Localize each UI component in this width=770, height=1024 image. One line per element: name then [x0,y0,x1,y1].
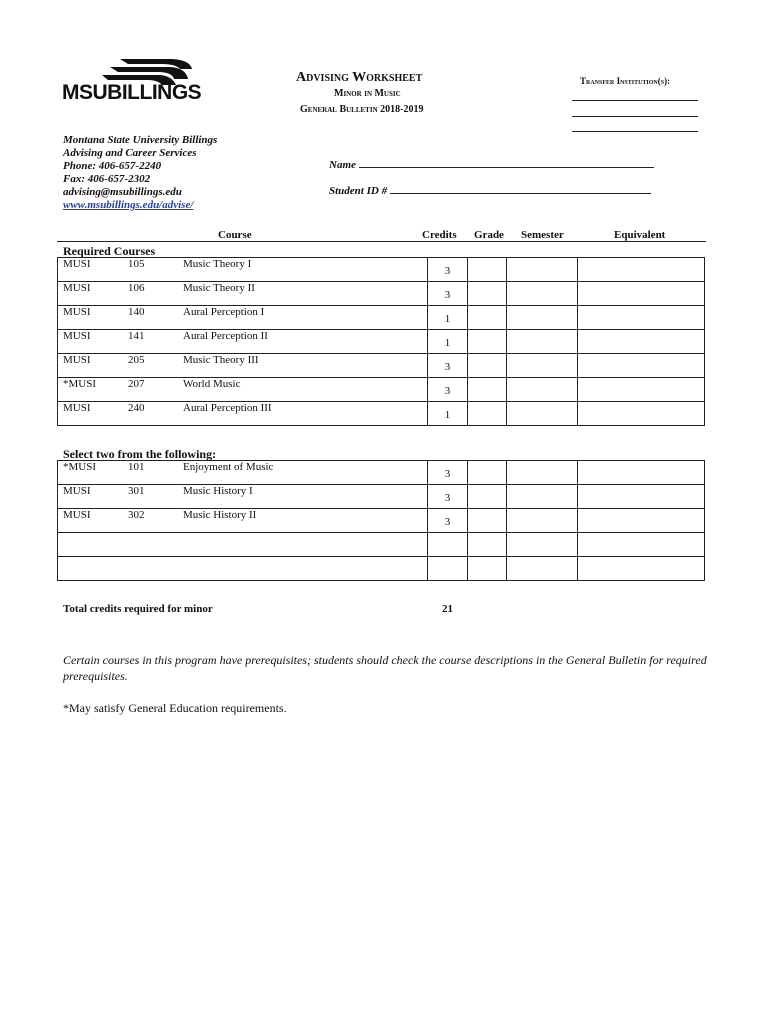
course-dept: MUSI [63,354,91,366]
course-number: 105 [128,258,145,270]
student-id-line[interactable] [390,185,651,194]
name-field[interactable] [329,159,654,171]
email: advising@msubillings.edu [63,186,182,198]
credits-cell: 1 [428,306,468,330]
course-number: 207 [128,378,145,390]
bulletin-year: General Bulletin 2018-2019 [300,104,424,115]
phone: Phone: 406-657-2240 [63,160,162,172]
equivalent-cell[interactable] [578,533,705,557]
grade-cell[interactable] [468,306,507,330]
credits-cell: 3 [428,354,468,378]
credits-cell: 3 [428,258,468,282]
col-credits: Credits [422,229,457,241]
course-cell [58,557,428,581]
course-number: 140 [128,306,145,318]
course-number: 141 [128,330,145,342]
semester-cell[interactable] [507,509,578,533]
col-equivalent: Equivalent [614,229,666,241]
course-dept: MUSI [63,258,91,270]
student-id-label: Student ID # [329,185,388,197]
course-cell [58,282,428,306]
semester-cell[interactable] [507,330,578,354]
table-row [58,354,705,378]
course-dept: MUSI [63,282,91,294]
credits-cell: 3 [428,509,468,533]
semester-cell[interactable] [507,461,578,485]
grade-cell[interactable] [468,330,507,354]
course-cell [58,258,428,282]
semester-cell[interactable] [507,354,578,378]
grade-cell[interactable] [468,557,507,581]
semester-cell[interactable] [507,533,578,557]
col-semester: Semester [521,229,564,241]
logo-wordmark: MSUBILLINGS [62,81,202,104]
required-section-title: Required Courses [63,244,156,258]
equivalent-cell[interactable] [578,282,705,306]
grade-cell[interactable] [468,282,507,306]
advise-link[interactable]: www.msubillings.edu/advise/ [63,199,194,211]
semester-cell[interactable] [507,282,578,306]
name-line[interactable] [359,159,654,168]
course-cell [58,378,428,402]
transfer-institutions-label: Transfer Institution(s): [580,76,671,86]
course-name: Music Theory III [183,354,259,366]
course-name: Aural Perception III [183,402,272,414]
semester-cell[interactable] [507,258,578,282]
table-row [58,258,705,282]
gen-ed-note: *May satisfy General Education requirements. [63,701,287,715]
col-grade: Grade [474,229,504,241]
page-title: Advising Worksheet [296,70,423,85]
equivalent-cell[interactable] [578,557,705,581]
table-row [58,402,705,426]
equivalent-cell[interactable] [578,509,705,533]
credits-cell [428,557,468,581]
semester-cell[interactable] [507,557,578,581]
grade-cell[interactable] [468,378,507,402]
semester-cell[interactable] [507,306,578,330]
course-number: 205 [128,354,145,366]
equivalent-cell[interactable] [578,485,705,509]
dept-name: Advising and Career Services [63,147,197,159]
course-name: Music History II [183,509,257,521]
course-dept: *MUSI [63,378,97,390]
credits-cell: 3 [428,282,468,306]
course-cell [58,402,428,426]
course-dept: MUSI [63,330,91,342]
table-row [58,461,705,485]
equivalent-cell[interactable] [578,378,705,402]
course-number: 101 [128,461,145,473]
elective-section-title: Select two from the following: [63,447,217,461]
course-cell [58,330,428,354]
credits-cell: 3 [428,461,468,485]
course-name: Aural Perception I [183,306,265,318]
table-row [58,306,705,330]
transfer-institution-line-2[interactable] [572,116,698,117]
contact-block [63,134,217,212]
course-dept: *MUSI [63,461,97,473]
course-cell [58,485,428,509]
course-name: Aural Perception II [183,330,268,342]
grade-cell[interactable] [468,354,507,378]
table-row [58,485,705,509]
course-cell [58,461,428,485]
grade-cell[interactable] [468,258,507,282]
course-cell [58,509,428,533]
course-number: 302 [128,509,145,521]
table-row [58,557,705,581]
table-row [58,533,705,557]
course-cell [58,533,428,557]
course-name: Music Theory I [183,258,252,270]
credits-cell: 1 [428,330,468,354]
credits-cell: 3 [428,378,468,402]
name-label: Name [329,159,356,171]
prerequisite-note: Certain courses in this program have prerequisites; students should check the course descriptions in the General Bulletin for required prerequisites. [63,653,707,683]
grade-cell[interactable] [468,509,507,533]
elective-courses-table [57,460,705,581]
course-name: Music History I [183,485,253,497]
credits-cell: 3 [428,485,468,509]
course-number: 301 [128,485,145,497]
equivalent-cell[interactable] [578,258,705,282]
equivalent-cell[interactable] [578,330,705,354]
required-courses-table [57,257,705,426]
grade-cell[interactable] [468,402,507,426]
course-number: 106 [128,282,145,294]
msu-billings-logo [60,55,220,105]
fax: Fax: 406-657-2302 [63,173,151,185]
grade-cell[interactable] [468,485,507,509]
credits-cell: 1 [428,402,468,426]
semester-cell[interactable] [507,402,578,426]
program-subtitle: Minor in Music [334,88,401,99]
grade-cell[interactable] [468,461,507,485]
org-name: Montana State University Billings [63,134,218,146]
equivalent-cell[interactable] [578,402,705,426]
student-id-field[interactable] [329,185,651,197]
equivalent-cell[interactable] [578,461,705,485]
total-credits-value: 21 [442,603,453,615]
table-row [58,282,705,306]
transfer-institution-line-3[interactable] [572,131,698,132]
course-dept: MUSI [63,509,91,521]
table-row [58,378,705,402]
header-rule [57,241,706,242]
grade-cell[interactable] [468,533,507,557]
credits-cell [428,533,468,557]
table-row [58,509,705,533]
course-number: 240 [128,402,145,414]
course-name: Enjoyment of Music [183,461,274,473]
course-name: World Music [183,378,241,390]
transfer-institution-line-1[interactable] [572,100,698,101]
semester-cell[interactable] [507,378,578,402]
course-cell [58,306,428,330]
col-course: Course [218,229,252,241]
course-name: Music Theory II [183,282,255,294]
course-dept: MUSI [63,306,91,318]
equivalent-cell[interactable] [578,354,705,378]
course-dept: MUSI [63,485,91,497]
course-dept: MUSI [63,402,91,414]
table-row [58,330,705,354]
equivalent-cell[interactable] [578,306,705,330]
semester-cell[interactable] [507,485,578,509]
total-credits-label: Total credits required for minor [63,603,213,615]
course-cell [58,354,428,378]
